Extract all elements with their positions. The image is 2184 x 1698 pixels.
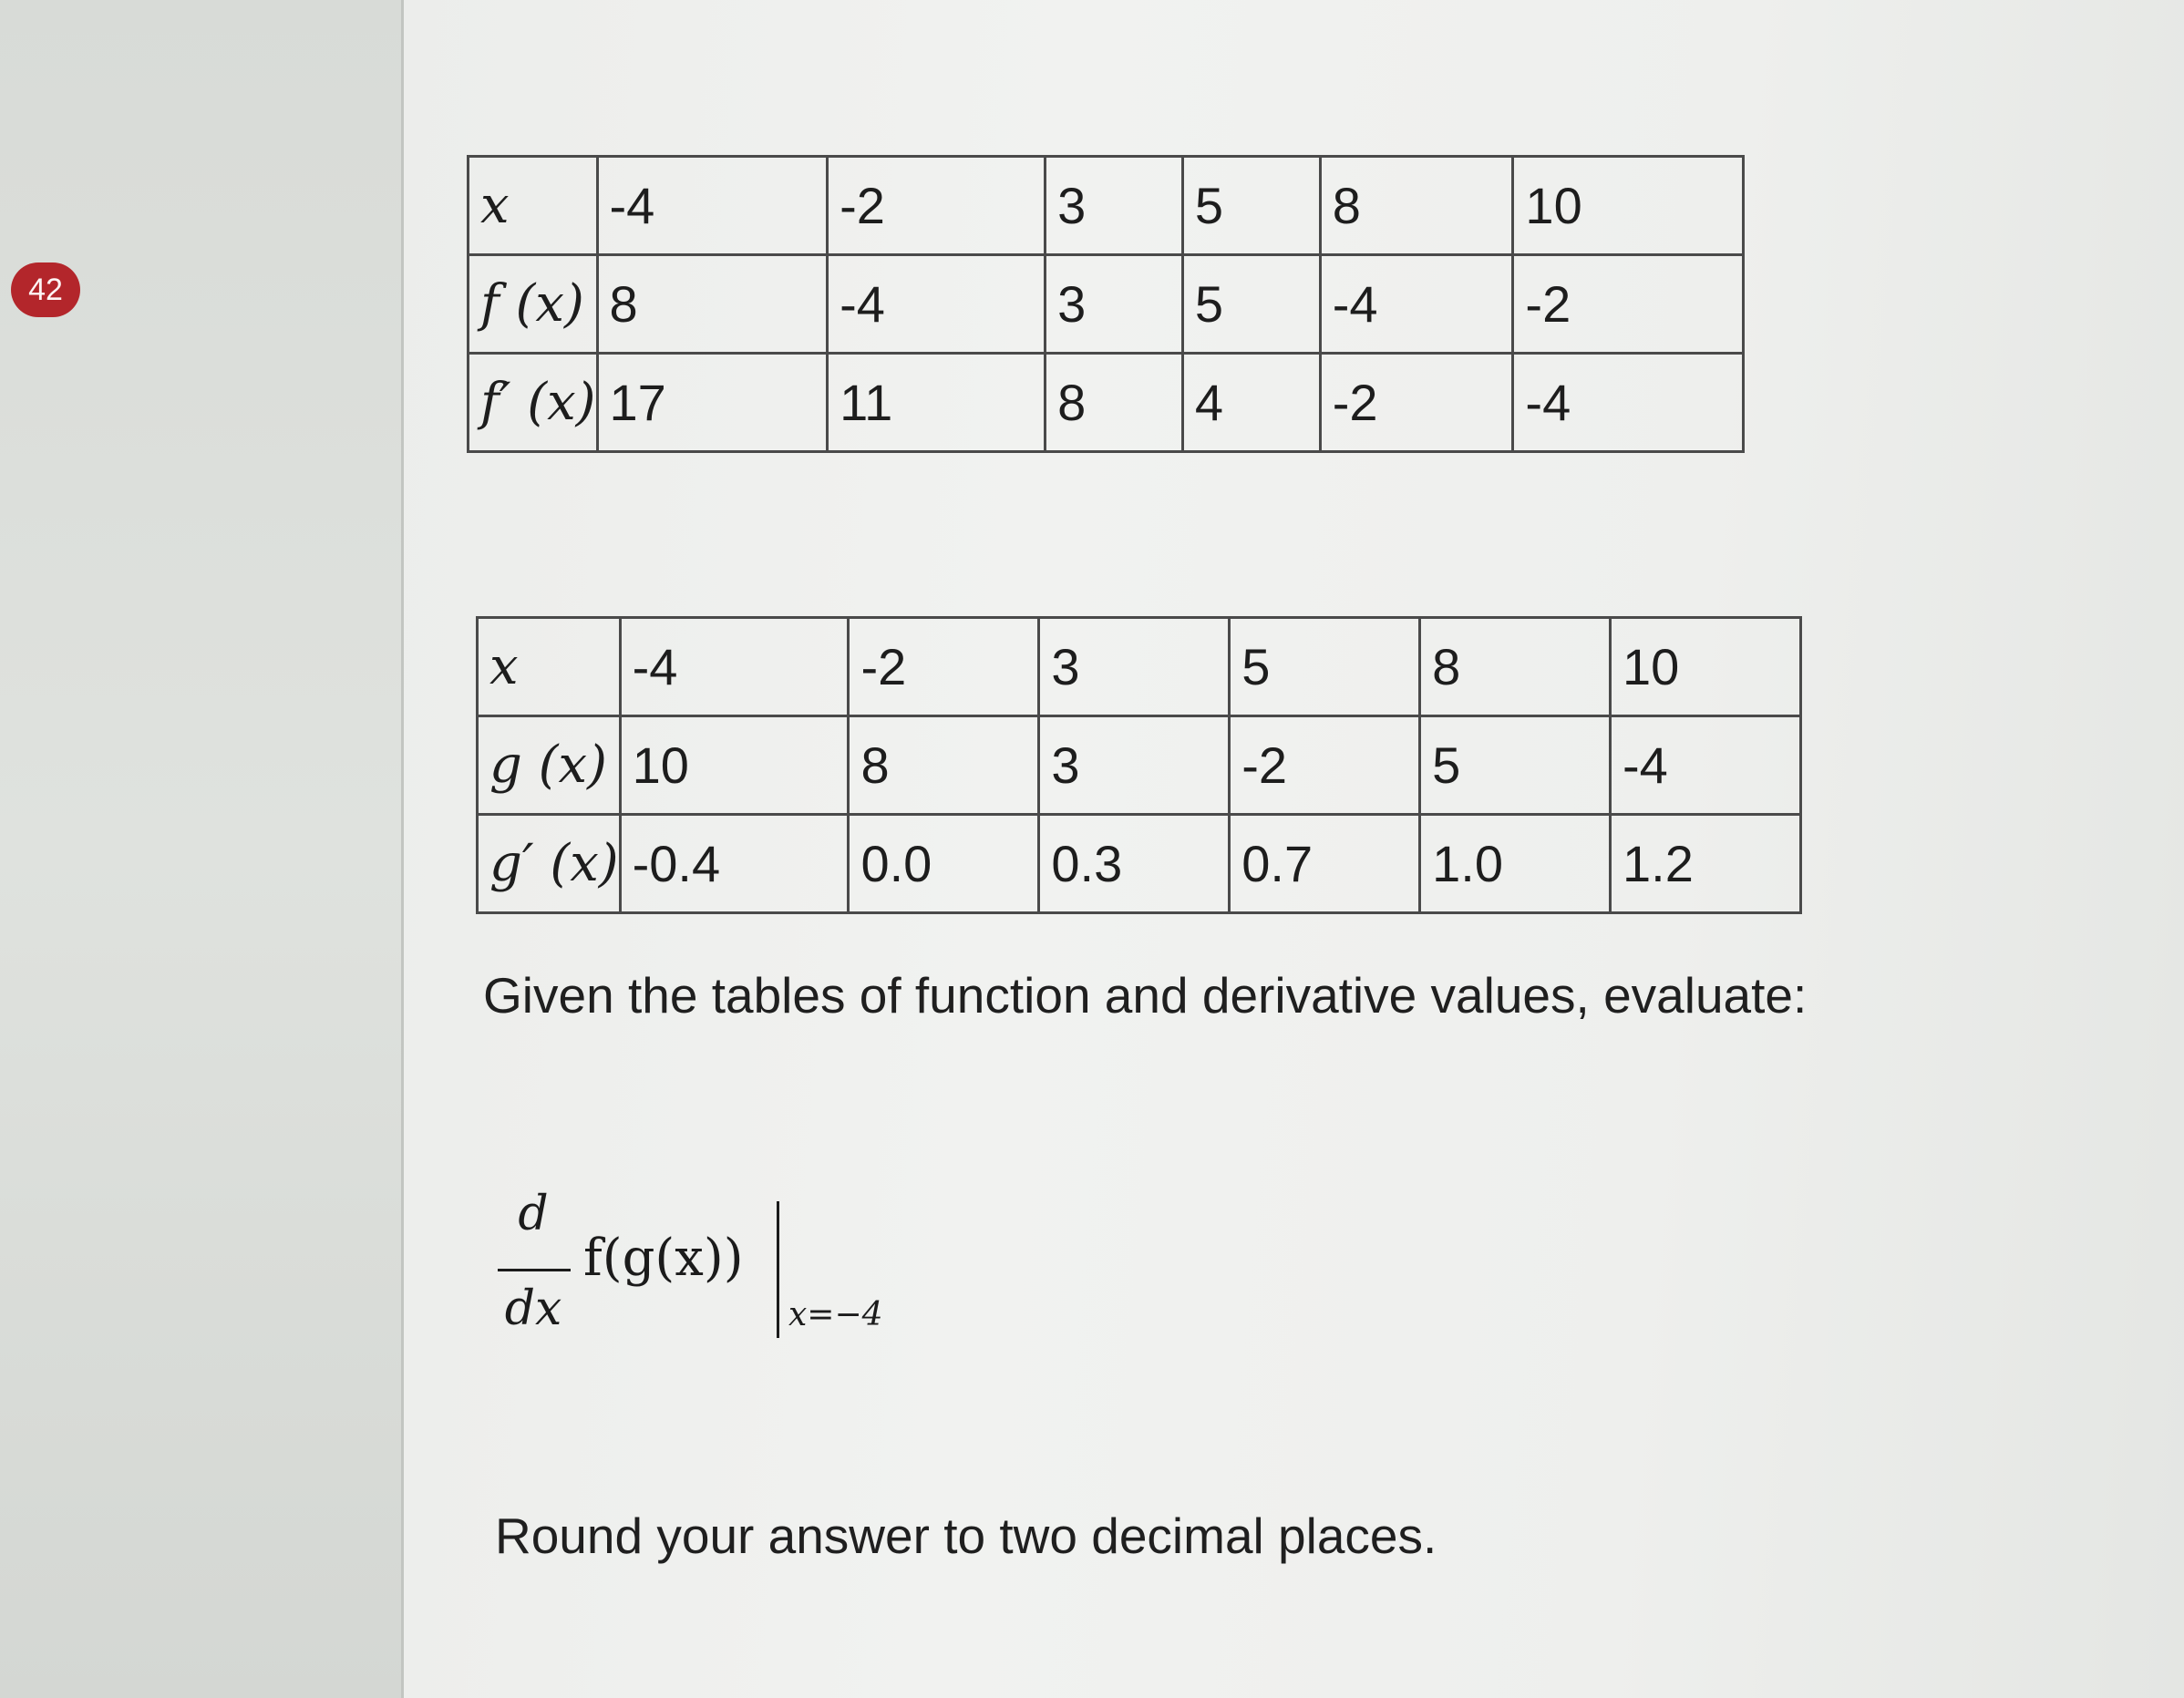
table-row — [469, 157, 1744, 255]
table-cell: 17 — [597, 354, 828, 452]
table-cell: 11 — [828, 354, 1046, 452]
table-cell: -4 — [1513, 354, 1744, 452]
table-cell: -2 — [1320, 354, 1513, 452]
table-cell: 8 — [1046, 354, 1183, 452]
table-cell: 10 — [1513, 157, 1744, 255]
table-cell: 4 — [1182, 354, 1320, 452]
fraction-numerator: d — [518, 1187, 549, 1241]
fraction-bar — [498, 1269, 571, 1271]
table-cell: 3 — [1046, 157, 1183, 255]
table-cell: -0.4 — [620, 815, 849, 913]
table-cell: 8 — [1320, 157, 1513, 255]
table-cell: 5 — [1230, 618, 1420, 716]
table-cell: 10 — [1611, 618, 1801, 716]
table-row — [478, 716, 1801, 815]
table-cell: 1.0 — [1420, 815, 1611, 913]
left-gutter — [0, 0, 401, 1698]
evaluation-bar — [777, 1201, 779, 1338]
table-cell: 8 — [1420, 618, 1611, 716]
table-row — [478, 618, 1801, 716]
table-cell: 1.2 — [1611, 815, 1801, 913]
table-cell: -2 — [1230, 716, 1420, 815]
table-g-values — [476, 616, 1802, 914]
table-cell: -2 — [828, 157, 1046, 255]
table-cell: 10 — [620, 716, 849, 815]
table-row — [478, 815, 1801, 913]
table-cell-header: g′ (x) — [478, 815, 621, 913]
table-cell: -4 — [828, 255, 1046, 354]
table-cell: -4 — [1320, 255, 1513, 354]
table-cell-header: x — [478, 618, 621, 716]
derivative-expression — [492, 1185, 966, 1367]
evaluation-point: x=−4 — [788, 1296, 883, 1333]
question-number-badge: 42 — [11, 262, 80, 317]
table-cell: 3 — [1039, 618, 1230, 716]
table-cell: -4 — [1611, 716, 1801, 815]
table-cell: 8 — [849, 716, 1039, 815]
table-cell: -2 — [1513, 255, 1744, 354]
table-row — [469, 354, 1744, 452]
composite-function: f(g(x)) — [583, 1229, 744, 1288]
table-cell: 5 — [1420, 716, 1611, 815]
table-cell-header: f′ (x) — [469, 354, 598, 452]
table-cell-header: g (x) — [478, 716, 621, 815]
question-prompt: Given the tables of function and derivative values, evaluate: — [483, 967, 1808, 1024]
table-cell: 0.3 — [1039, 815, 1230, 913]
table-cell: 8 — [597, 255, 828, 354]
table-cell: 0.7 — [1230, 815, 1420, 913]
table-cell: 3 — [1046, 255, 1183, 354]
table-cell-header: f (x) — [469, 255, 598, 354]
table-cell: 5 — [1182, 255, 1320, 354]
table-f-values — [467, 155, 1745, 453]
table-cell: 5 — [1182, 157, 1320, 255]
table-row — [469, 255, 1744, 354]
table-cell: -4 — [597, 157, 828, 255]
rounding-note: Round your answer to two decimal places. — [495, 1508, 1437, 1564]
table-cell: 3 — [1039, 716, 1230, 815]
table-cell: -4 — [620, 618, 849, 716]
fraction-denominator: dx — [504, 1281, 562, 1336]
table-cell: 0.0 — [849, 815, 1039, 913]
table-cell-header: x — [469, 157, 598, 255]
table-cell: -2 — [849, 618, 1039, 716]
